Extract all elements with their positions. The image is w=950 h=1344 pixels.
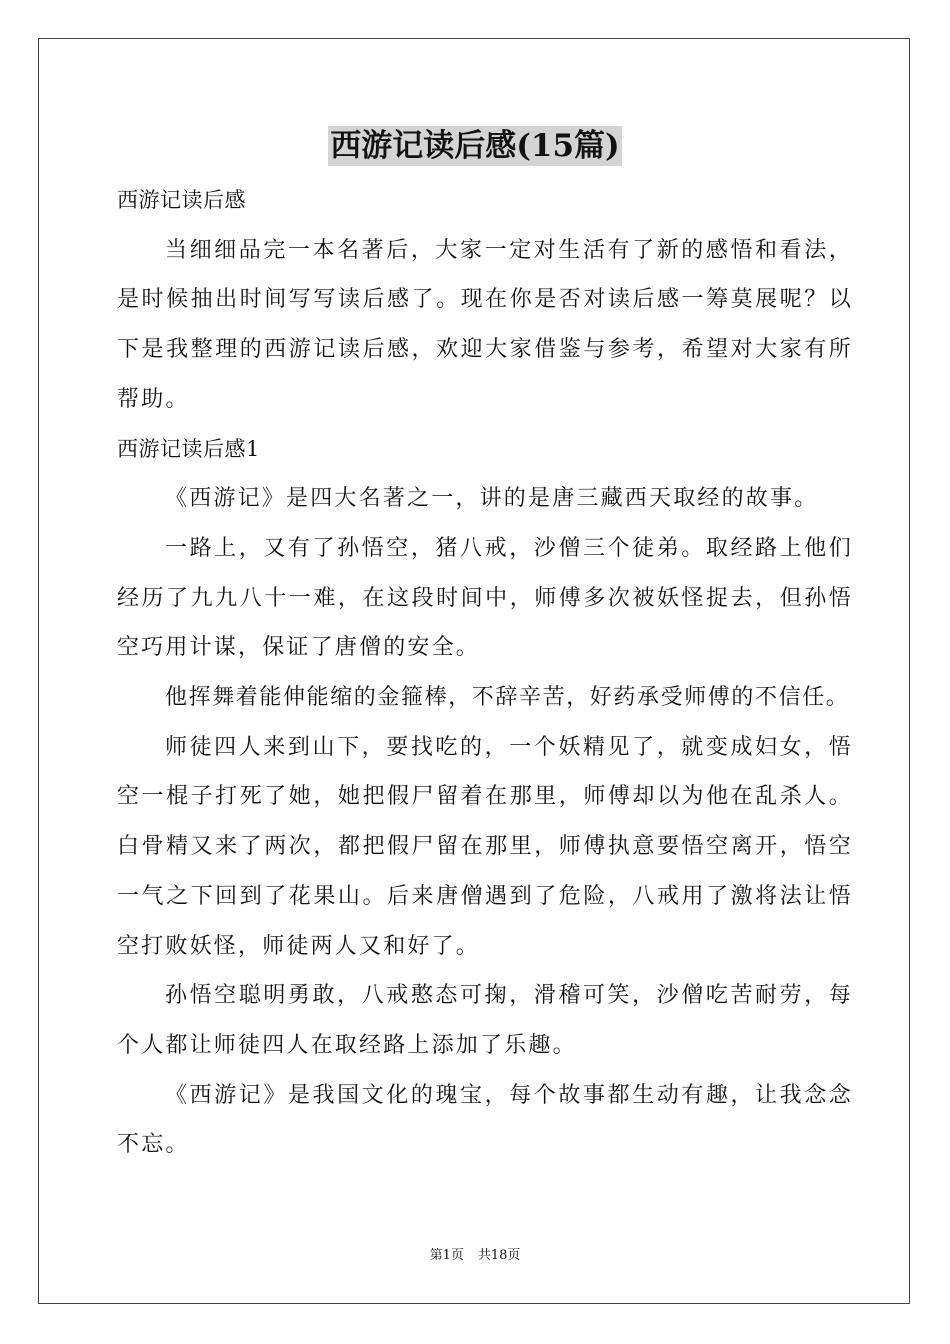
page-number-total: 共18页 [477, 1248, 521, 1263]
document-body [117, 176, 853, 1170]
paragraph: 一路上，又有了孙悟空，猪八戒，沙僧三个徒弟。取经路上他们经历了九九八十一难，在这段时间中，师傅多次被妖怪捉去，但孙悟空巧用计谋，保证了唐僧的安全。 [117, 535, 853, 661]
paragraph: 师徒四人来到山下，要找吃的，一个妖精见了，就变成妇女，悟空一棍子打死了她，她把假尸留着在那里，师傅却以为他在乱杀人。白骨精又来了两次，都把假尸留在那里，师傅执意要悟空离开，悟空一气之下回到了花果山。后来唐僧遇到了危险，八戒用了激将法让悟空打败妖怪，师徒两人又和好了。 [117, 734, 853, 959]
paragraph: 孙悟空聪明勇敢，八戒憨态可掬，滑稽可笑，沙僧吃苦耐劳，每个人都让师徒四人在取经路上添加了乐趣。 [117, 983, 853, 1058]
paragraph: 《西游记》是我国文化的瑰宝，每个故事都生动有趣，让我念念不忘。 [117, 1082, 853, 1158]
section-heading: 西游记读后感 [117, 188, 246, 212]
paragraph: 《西游记》是四大名著之一，讲的是唐三藏西天取经的故事。 [165, 486, 819, 512]
document-title: 西游记读后感(15篇) [330, 128, 620, 164]
paragraph: 他挥舞着能伸能缩的金箍棒，不辞辛苦，好药承受师傅的不信任。 [165, 685, 850, 711]
section-heading: 西游记读后感1 [117, 436, 260, 461]
paragraph: 当细细品完一本名著后，大家一定对生活有了新的感悟和看法，是时候抽出时间写写读后感了。现在你是否对读后感一筹莫展呢？以下是我整理的西游记读后感，欢迎大家借鉴与参考，希望对大家有所帮助。 [117, 237, 853, 412]
page-number-current: 第1页 [429, 1248, 464, 1263]
page-footer [0, 1246, 950, 1266]
title-container [0, 126, 950, 166]
